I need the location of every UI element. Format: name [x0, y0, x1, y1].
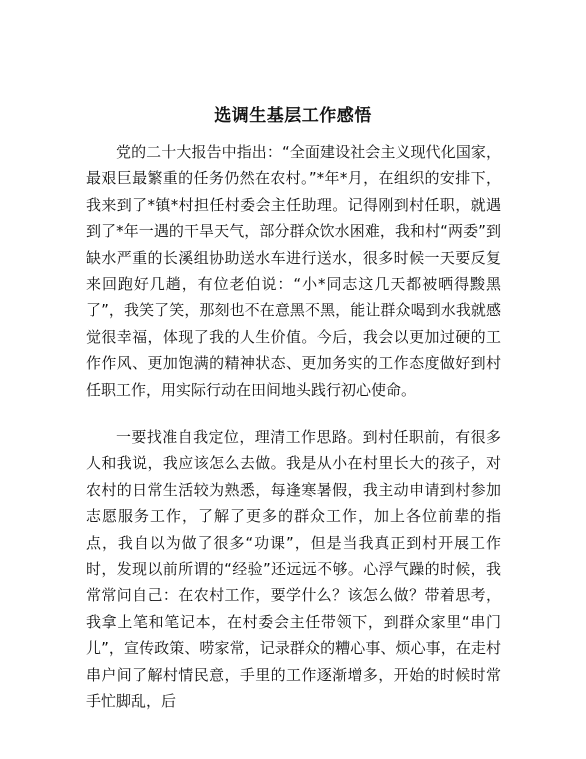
document-title: 选调生基层工作感悟	[214, 106, 372, 126]
paragraph-self-positioning: 一要找准自我定位，理清工作思路。到村任职前，有很多人和我说，我应该怎么去做。我是从小在村里长大的孩子，对农村的日常生活较为熟悉，每逢寒暑假，我主动申请到村参加志愿服务工作，了解了更多的群众工作，加上各位前辈的指点，我自以为做了很多“功课”，但是当我真正到村开展工作时，发现以前所谓的“经验”还远远不够。心浮气躁的时候，我常常问自己：在农村工作，要学什么？该怎么做？带着思考，我拿上笔和笔记本，在村委会主任带领下，到群众家里“串门儿”，宣传政策、唠家常，记录群众的糟心事、烦心事，在走村串户间了解村情民意，手里的工作逐渐增多，开始的时候时常手忙脚乱，后	[86, 428, 501, 711]
paragraph-intro: 党的二十大报告中指出：“全面建设社会主义现代化国家，最艰巨最繁重的任务仍然在农村。”*年*月，在组织的安排下，我来到了*镇*村担任村委会主任助理。记得刚到村任职，就遇到了*年一遇的干旱天气，部分群众饮水困难，我和村“两委”到缺水严重的长溪组协助送水车进行送水，很多时候一天要反复来回跑好几趟，有位老伯说：“小*同志这几天都被晒得黢黑了”，我笑了笑，那刻也不在意黑不黑，能让群众喝到水我就感觉很幸福，体现了我的人生价值。今后，我会以更加过硬的工作作风、更加饱满的精神状态、更加务实的工作态度做好到村任职工作，用实际行动在田间地头践行初心使命。	[86, 143, 501, 399]
